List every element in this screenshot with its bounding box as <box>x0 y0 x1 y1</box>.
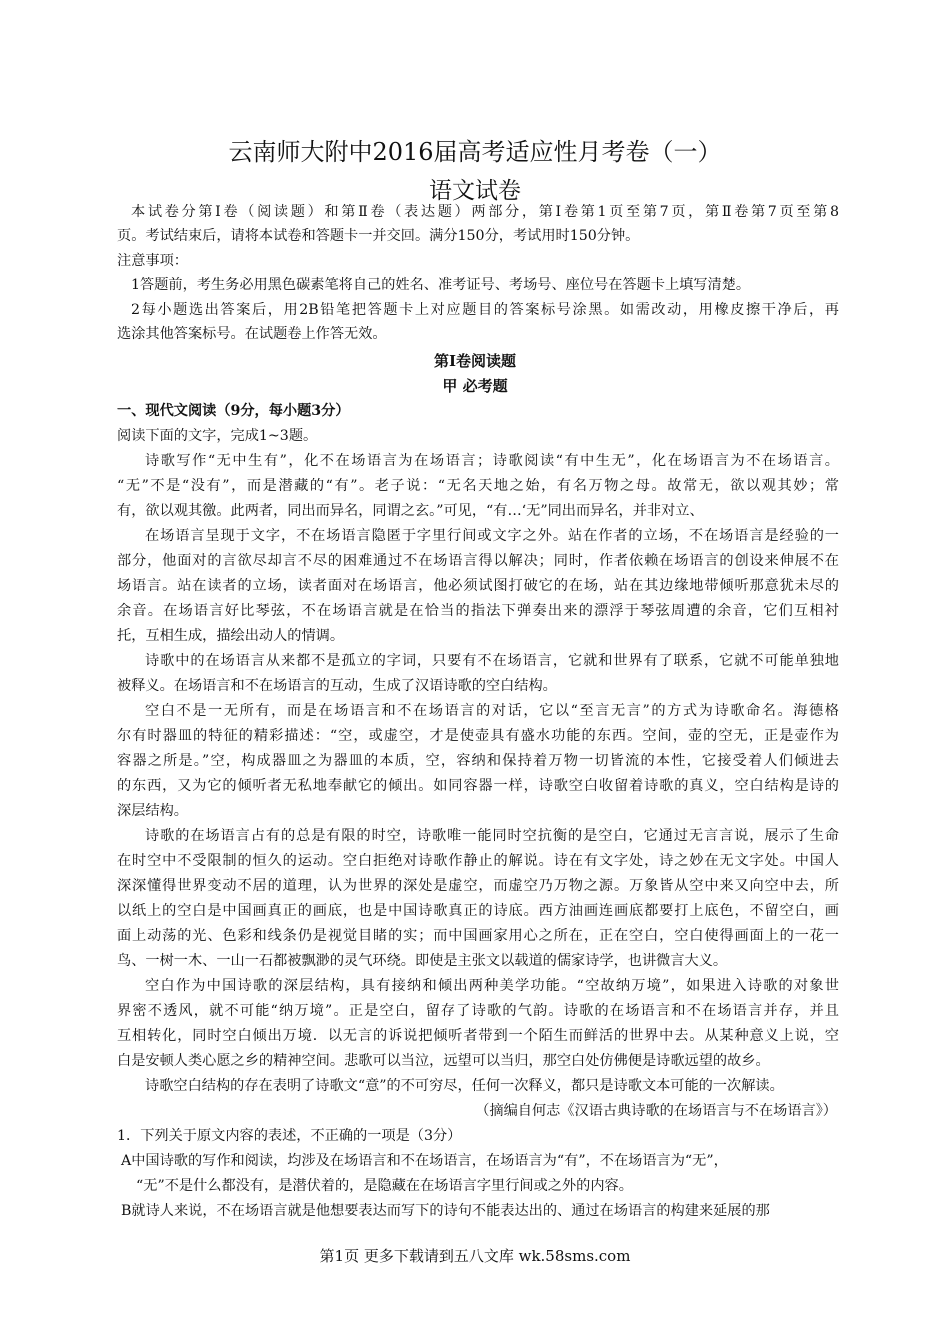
source-citation: （摘编自何志《汉语古典诗歌的在场语言与不在场语言》） <box>475 1103 837 1119</box>
passage-line: 尔有时器皿的特征的精彩描述：“空，或虚空，才是使壶具有盛水功能的东西。空间，壶的空无，正是壶作为 <box>117 728 839 744</box>
passage-line: 诗歌的在场语言占有的总是有限的时空，诗歌唯一能同时空抗衡的是空白，它通过无言言说，展示了生命 <box>145 828 839 844</box>
notice-item: 2每小题选出答案后，用2B铅笔把答题卡上对应题目的答案标号涂黑。如需改动，用橡皮擦干净后，再 <box>131 302 839 318</box>
question-option: B就诗人来说，不在场语言就是他想要表达而写下的诗句不能表达出的、通过在场语言的构建来延展的那 <box>121 1203 770 1219</box>
intro-line: 本试卷分第Ⅰ卷（阅读题）和第Ⅱ卷（表达题）两部分，第Ⅰ卷第1页至第7页，第Ⅱ卷第7页至第8 <box>131 204 839 220</box>
part-title: 一、现代文阅读（9分，每小题3分） <box>117 403 350 419</box>
passage-line: 白是安顿人类心愿之乡的精神空间。悲歌可以当泣，远望可以当归，那空白处仿佛便是诗歌远望的故乡。 <box>117 1053 770 1069</box>
passage-line: 有，欲以观其徼。此两者，同出而异名，同谓之玄。”可见，“有…‘无”同出而异名，并非对立、 <box>117 503 704 519</box>
passage-line: 在场语言呈现于文字，不在场语言隐匿于字里行间或文字之外。站在作者的立场，不在场语言是经验的一 <box>145 528 839 544</box>
passage-line: 诗歌空白结构的存在表明了诗歌文“意”的不可穷尽，任何一次释义，都只是诗歌文本可能的一次解读。 <box>145 1078 784 1094</box>
passage-line: 空白作为中国诗歌的深层结构，具有接纳和倾出两种美学功能。“空故纳万境”，如果进入诗歌的对象世 <box>145 978 839 994</box>
intro-line: 页。考试结束后，请将本试卷和答题卡一并交回。满分150分，考试用时150分钟。 <box>117 228 640 244</box>
passage-line: 诗歌写作“无中生有”，化不在场语言为在场语言；诗歌阅读“有中生无”，化在场语言为不在场语言。 <box>145 453 839 469</box>
notice-item: 选涂其他答案标号。在试题卷上作答无效。 <box>117 326 387 342</box>
section-subtitle: 甲 必考题 <box>442 377 508 395</box>
passage-line: 面上动荡的光、色彩和线条仍是视觉目睹的实；而中国画家用心之所在，正在空白，空白使得画面上的一花一 <box>117 928 839 944</box>
passage-line: 容器之所是。”空，构成器皿之为器皿的本质，空，容纳和保持着万物一切皆流的本性，它接受着人们倾进去 <box>117 753 839 769</box>
passage-line: 部分，他面对的言欲尽却言不尽的困难通过不在场语言得以解决；同时，作者依赖在场语言的创设来伸展不在 <box>117 553 839 569</box>
passage-line: 鸟、一树一木、一山一石都被飘渺的灵气环绕。即使是主张文以载道的儒家诗学，也讲微言大义。 <box>117 953 728 969</box>
passage-line: 深层结构。 <box>117 803 188 819</box>
passage-line: 在时空中不受限制的恒久的运动。空白拒绝对诗歌作静止的解说。诗在有文字处，诗之妙在无文字处。中国人 <box>117 853 839 869</box>
passage-line: 被释义。在场语言和不在场语言的互动，生成了汉语诗歌的空白结构。 <box>117 678 557 694</box>
question-option: A中国诗歌的写作和阅读，均涉及在场语言和不在场语言，在场语言为“有”，不在场语言为“无”， <box>121 1153 728 1169</box>
passage-line: 托，互相生成，描绘出动人的情调。 <box>117 628 345 644</box>
passage-line: 诗歌中的在场语言从来都不是孤立的字词，只要有不在场语言，它就和世界有了联系，它就不可能单独地 <box>145 653 839 669</box>
passage-line: 的东西，又为它的倾听者无私地奉献它的倾出。如同容器一样，诗歌空白收留着诗歌的真义，空白结构是诗的 <box>117 778 839 794</box>
page-footer: 第1页 更多下载请到五八文库 wk.58sms.com <box>319 1247 631 1265</box>
exam-subtitle: 语文试卷 <box>429 178 521 204</box>
passage-line: “无”不是“没有”，而是潜藏的“有”。老子说：“无名天地之始，有名万物之母。故常无，欲以观其妙；常 <box>117 478 839 494</box>
instruction: 阅读下面的文字，完成1~3题。 <box>117 428 318 444</box>
question-option: “无”不是什么都没有，是潜伏着的，是隐藏在在场语言字里行间或之外的内容。 <box>136 1178 633 1194</box>
question-1: 1．下列关于原文内容的表述，不正确的一项是（3分） <box>117 1128 462 1144</box>
passage-line: 以纸上的空白是中国画真正的画底，也是中国诗歌真正的诗底。西方油画连画底都要打上底色，不留空白，画 <box>117 903 839 919</box>
notice-item: 1答题前，考生务必用黑色碳素笔将自己的姓名、准考证号、考场号、座位号在答题卡上填写清楚。 <box>131 277 751 293</box>
passage-line: 余音。在场语言好比琴弦，不在场语言就是在恰当的指法下弹奏出来的漂浮于琴弦周遭的余音，它们互相衬 <box>117 603 839 619</box>
passage-line: 深深懂得世界变动不居的道理，认为世界的深处是虚空，而虚空乃万物之源。万象皆从空中来又向空中去，所 <box>117 878 839 894</box>
passage-line: 场语言。站在读者的立场，读者面对在场语言，他必须试图打破它的在场，站在其边缘地带倾听那意犹未尽的 <box>117 578 839 594</box>
notice-label: 注意事项： <box>117 253 188 269</box>
exam-title: 云南师大附中2016届高考适应性月考卷（一） <box>228 138 722 166</box>
passage-line: 互相转化，同时空白倾出万境．以无言的诉说把倾听者带到一个陌生而鲜活的世界中去。从某种意义上说，空 <box>117 1028 839 1044</box>
passage-line: 界密不透风，就不可能“纳万境”。正是空白，留存了诗歌的气韵。诗歌的在场语言和不在场语言并存，并且 <box>117 1003 839 1019</box>
section-title: 第Ⅰ卷阅读题 <box>433 352 517 370</box>
passage-line: 空白不是一无所有，而是在场语言和不在场语言的对话，它以“至言无言”的方式为诗歌命名。海德格 <box>145 703 839 719</box>
